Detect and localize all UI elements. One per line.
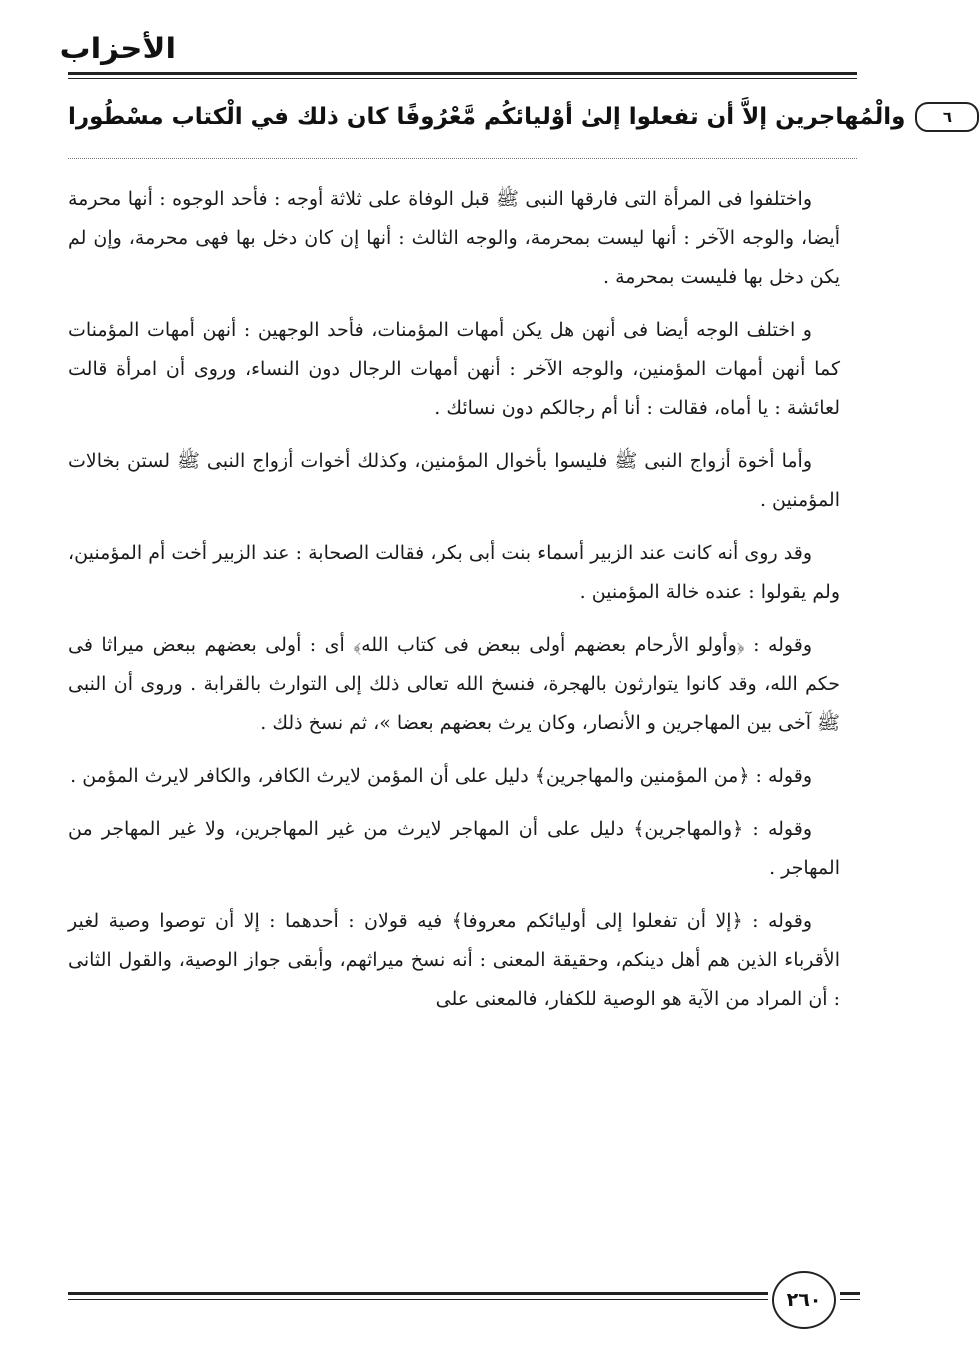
paragraph: و اختلف الوجه أيضا فى أنهن هل يكن أمهات المؤمنات، فأحد الوجهين : أنهن أمهات المؤمنات كما أنهن أمهات المؤمنين، والوجه الآخر : أنهن أمهات الرجال دون النساء، وروى أن امرأة قالت لعائشة : يا أماه، فقالت : أنا أم رجالكم دون نسائك .	[68, 319, 840, 419]
paragraph: وقوله : ﴿وأولو الأرحام بعضهم أولى ببعض فى كتاب الله﴾ أى : أولى بعضهم ببعض ميراثا فى حكم الله، وقد كانوا يتوارثون بالهجرة، فنسخ الله تعالى ذلك إلى التوارث بالقرابة . وروى أن النبى ﷺ آخى بين المهاجرين و الأنصار، وكان يرث بعضهم بعضا »، ثم نسخ ذلك .	[68, 634, 840, 734]
header-rule-thin	[68, 78, 857, 79]
footer-rule	[68, 1292, 768, 1295]
paragraph: وقد روى أنه كانت عند الزبير أسماء بنت أبى بكر، فقالت الصحابة : عند الزبير أخت أم المؤمنين، ولم يقولوا : عنده خالة المؤمنين .	[68, 542, 840, 603]
commentary-body	[68, 180, 840, 1033]
header-rule	[68, 72, 857, 75]
paragraph: وقوله : ﴿من المؤمنين والمهاجرين﴾ دليل على أن المؤمن لايرث الكافر، والكافر لايرث المؤمن .	[70, 765, 812, 787]
page-number: ٢٦٠	[772, 1271, 836, 1329]
paragraph: واختلفوا فى المرأة التى فارقها النبى ﷺ قبل الوفاة على ثلاثة أوجه : فأحد الوجوه : أنها محرمة أيضا، والوجه الآخر : أنها ليست بمحرمة، والوجه الثالث : أنها إن كان دخل بها فهى محرمة، وإن لم يكن دخل بها فليست بمحرمة .	[68, 188, 840, 288]
paragraph: وقوله : ﴿إلا أن تفعلوا إلى أوليائكم معروفا﴾ فيه قولان : أحدهما : إلا أن توصوا وصية لغير الأقرباء الذين هم أهل دينكم، وحقيقة المعنى : أنه نسخ ميراثهم، وأبقى جواز الوصية، والقول الثانى : أن المراد من الآية هو الوصية للكفار، فالمعنى على	[68, 910, 840, 1010]
paragraph: وقوله : ﴿والمهاجرين﴾ دليل على أن المهاجر لايرث من غير المهاجرين، ولا غير المهاجر من المهاجر .	[68, 818, 840, 879]
ayah-number-marker: ٦	[915, 102, 979, 132]
footer-rule-thin	[68, 1299, 768, 1300]
verse-text: والْمُهاجرين إلاَّ أن تفعلوا إلىٰ أوْليائكُم مَّعْرُوفًا كان ذلك في الْكتاب مسْطُورا	[68, 104, 906, 130]
footer-rule-right-thin	[840, 1299, 860, 1300]
paragraph: وأما أخوة أزواج النبى ﷺ فليسوا بأخوال المؤمنين، وكذلك أخوات أزواج النبى ﷺ لستن بخالات المؤمنين .	[68, 450, 840, 511]
quran-verse-line	[68, 92, 952, 142]
surah-title: الأحزاب	[59, 32, 176, 65]
footer-rule-right	[840, 1292, 860, 1295]
dotted-separator	[68, 158, 857, 159]
